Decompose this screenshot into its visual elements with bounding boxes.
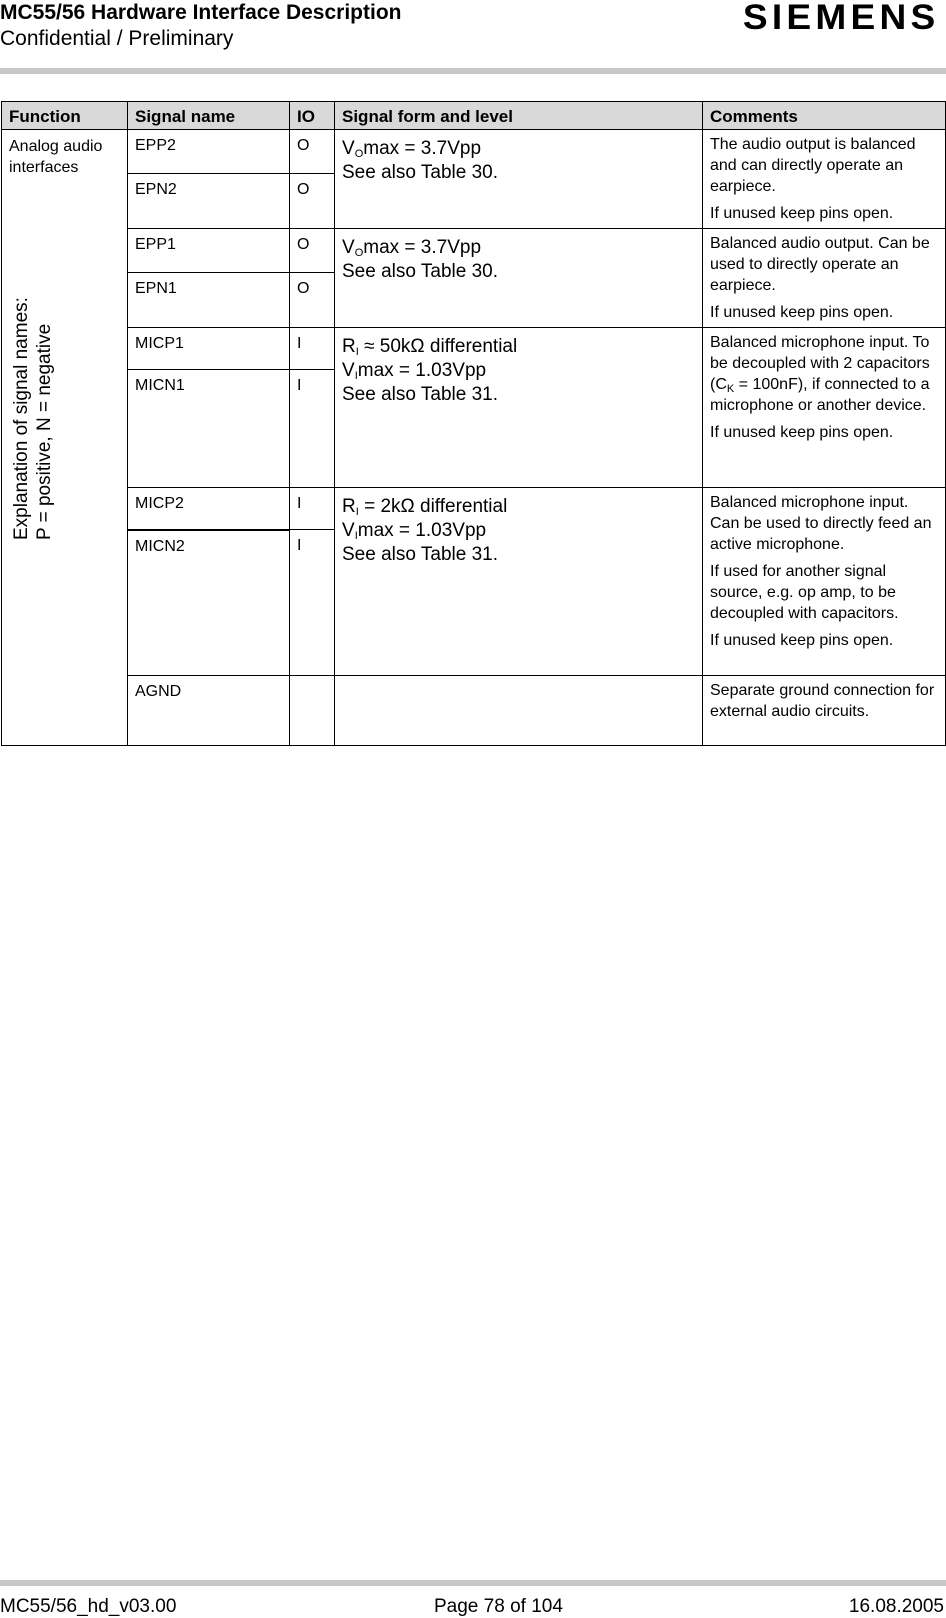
siemens-logo: SIEMENS [743,0,940,37]
header-rule [0,68,946,74]
signal-io [290,676,335,746]
header-signal-name: Signal name [128,102,290,130]
signal-io: O [290,272,335,327]
signal-comment: Separate ground connection for external audio circuits. [703,676,946,746]
signal-name: EPP1 [128,229,290,273]
signal-name: EPN2 [128,173,290,228]
signal-level: $R_I = 2k\Omega$ differential $V_I\max = 1.03Vpp$ See also Table 31. [335,488,703,676]
signal-name: MICP2 [128,488,290,530]
document-title: MC55/56 Hardware Interface Description [0,1,402,24]
signal-io: I [290,488,335,530]
document-subtitle: Confidential / Preliminary [0,27,234,50]
signal-comment: Balanced audio output. Can be used to directly operate an earpiece. If unused keep pins open. [703,229,946,328]
signal-io: I [290,328,335,370]
footer-doc-id: MC55/56_hd_v03.00 [0,1596,177,1617]
signal-table [1,101,946,746]
header-io: IO [290,102,335,130]
signal-io: I [290,370,335,488]
signal-name: MICP1 [128,328,290,370]
function-cell [2,130,128,746]
signal-io: O [290,229,335,273]
signal-name: MICN1 [128,370,290,488]
function-label: Analog audio interfaces [9,138,103,176]
header-function: Function [2,102,128,130]
footer-rule [0,1580,946,1586]
signal-name: AGND [128,676,290,746]
table-row [2,328,946,370]
table-row [2,229,946,273]
table-row [2,488,946,530]
table-row [2,676,946,746]
signal-comment: Balanced microphone input. Can be used to directly feed an active microphone. If used for another signal source, e.g. op amp, to be decoupled with capacitors. If unused keep pins open. [703,488,946,676]
table-header-row [2,102,946,130]
signal-io: O [290,173,335,228]
signal-name: EPP2 [128,130,290,174]
footer-date: 16.08.2005 [848,1596,944,1617]
header-comments: Comments [703,102,946,130]
signal-level: $V_O\max = 3.7Vpp$ See also Table 30. [335,130,703,229]
signal-name: MICN2 [128,530,290,676]
table-row [2,130,946,174]
signal-comment: Balanced microphone input. To be decoupled with 2 capacitors $(C_K = 100nF)$, if connected to a microphone or another device. If unused keep pins open. [703,328,946,488]
signal-comment: The audio output is balanced and can directly operate an earpiece. If unused keep pins open. [703,130,946,229]
signal-name-explanation: Explanation of signal names: P = positive, N = negative [11,297,55,540]
signal-name: EPN1 [128,272,290,327]
signal-level [335,676,703,746]
signal-level: $V_O\max = 3.7Vpp$ See also Table 30. [335,229,703,328]
signal-io: O [290,130,335,174]
signal-level: $R_I \approx 50k\Omega$ differential $V_I\max = 1.03Vpp$ See also Table 31. [335,328,703,488]
footer-page-number: Page 78 of 104 [434,1596,563,1617]
signal-io: I [290,530,335,676]
header-signal-form: Signal form and level [335,102,703,130]
